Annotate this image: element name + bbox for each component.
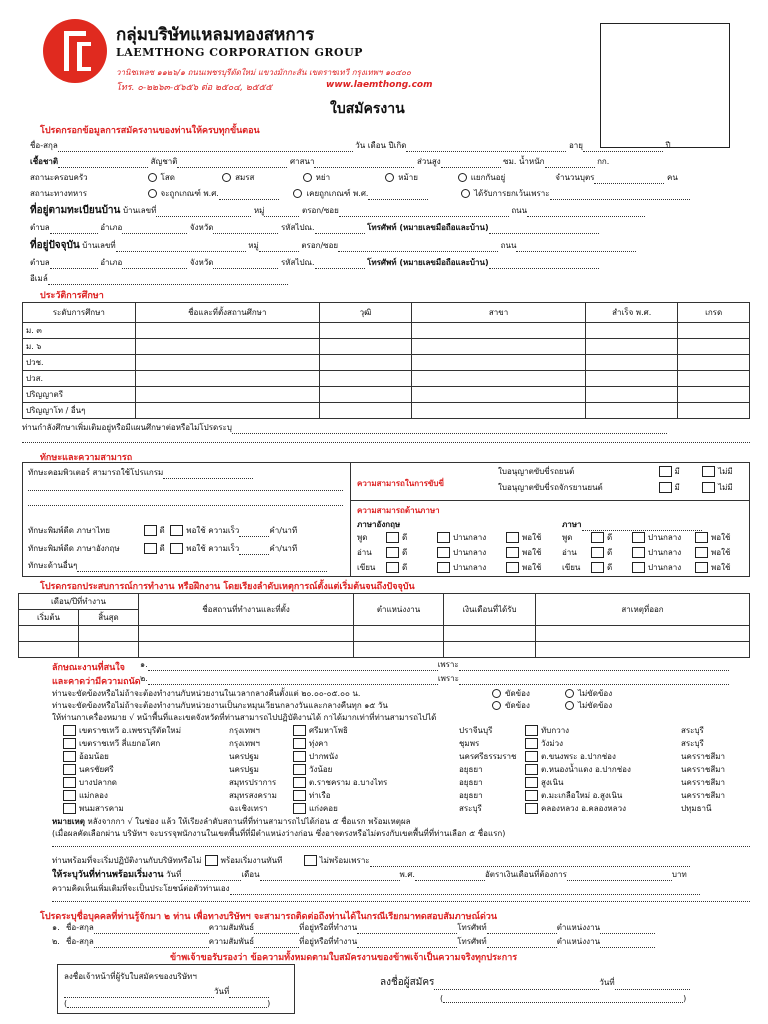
rotating-shift-no[interactable] [565, 701, 574, 710]
area-province: นครปฐม [229, 752, 259, 761]
area-province: อยุธยา [459, 778, 483, 787]
area-province: ฉะเชิงเทรา [229, 804, 268, 813]
area-name: วังม่วง [541, 739, 564, 748]
area-checkbox[interactable] [525, 777, 538, 788]
applicant-sign-row: ลงชื่อผู้สมัคร วันที่ [380, 975, 690, 990]
area-checkbox[interactable] [63, 803, 76, 814]
cur-province[interactable] [213, 260, 278, 269]
area-name: เขตราชเทวี สี่แยกอโศก [79, 739, 161, 748]
photo-box[interactable] [600, 23, 730, 148]
area-checkbox[interactable] [525, 803, 538, 814]
area-province: อยุธยา [459, 791, 483, 800]
row-further-study: ท่านกำลังศึกษาเพิ่มเติมอยู่หรือมีแผนศึกษาต่อหรือไม่โปรดระบุ [22, 422, 667, 434]
ol-write-medium[interactable] [632, 562, 645, 573]
area-province: ชุมพร [459, 739, 480, 748]
extra-row: ความคิดเห็นเพิ่มเติมที่จะเป็นประโยชน์ต่อตัวท่านเอง [52, 883, 700, 895]
ref-2-workplace[interactable] [357, 939, 457, 948]
list-item [522, 751, 725, 763]
area-province: สระบุรี [459, 804, 482, 813]
table-row[interactable]: ม. ๓ [23, 323, 750, 339]
area-province: กรุงเทพฯ [229, 739, 260, 748]
area-checkbox[interactable] [63, 790, 76, 801]
other-lang-row: ภาษา [562, 518, 702, 531]
list-item [60, 790, 277, 802]
list-item [522, 803, 711, 815]
start-month[interactable] [260, 872, 400, 881]
english-label: ภาษาอังกฤษ [357, 520, 401, 529]
row-marital: สถานะครอบครัว โสด สมรส หย่า หม้าย แยกกันอยู่ จำนวนบุตร คน [30, 173, 678, 182]
other-skill-field[interactable] [77, 563, 327, 572]
work-header-end: สิ้นสุด [79, 610, 139, 626]
list-item [522, 764, 725, 776]
list-item [290, 777, 483, 789]
row-race: เชื้อชาติ สัญชาติ ศาสนา ส่วนสูง ซม. น้ำหนัก กก. [30, 157, 610, 166]
typing-thai-row: ทักษะพิมพ์ดีด ภาษาไทย ดี พอใช้ ความเร็ว คำ/นาที [28, 526, 298, 535]
area-name: สูงเนิน [541, 778, 564, 787]
en-read-medium[interactable] [437, 547, 450, 558]
work-header-start: เริ่มต้น [19, 610, 79, 626]
cur-tambon[interactable] [50, 260, 98, 269]
ref-1-position[interactable] [600, 925, 655, 934]
en-speak-medium[interactable] [437, 532, 450, 543]
officer-box: ลงชื่อเจ้าหน้าที่ผู้รับใบสมัครของบริษัทฯ วันที่ ( ) [57, 964, 295, 1014]
military-future-year[interactable] [219, 191, 279, 200]
not-ready-checkbox[interactable] [304, 855, 317, 866]
area-name: ศรีมหาโพธิ [309, 726, 348, 735]
ref-2-row: ๒. ชื่อ-สกุล ความสัมพันธ์ ที่อยู่หรือที่ทำงาน โทรศัพท์ ตำแหน่งงาน [52, 936, 655, 948]
age-field[interactable] [583, 143, 663, 152]
row-email: อีเมล์ [30, 273, 288, 285]
en-write-fair[interactable] [506, 562, 519, 573]
expected-salary[interactable] [567, 872, 672, 881]
cur-postcode[interactable] [315, 260, 365, 269]
edu-header-school: ชื่อและที่ตั้งสถานศึกษา [135, 303, 319, 323]
area-name: ต.มะเกลือใหม่ อ.สูงเนิน [541, 791, 623, 800]
car-license-no[interactable] [702, 466, 715, 477]
company-name-en: LAEMTHONG CORPORATION GROUP [116, 46, 363, 59]
religion-field[interactable] [314, 159, 414, 168]
education-table [22, 302, 750, 419]
area-name: ต.หนองน้ำแดง อ.ปากช่อง [541, 765, 631, 774]
ol-read-good[interactable] [591, 547, 604, 558]
officer-signature[interactable] [64, 989, 214, 998]
edu-header-year: สำเร็จ พ.ศ. [586, 303, 678, 323]
military-past-year[interactable] [368, 191, 428, 200]
en-write-row: เขียน ดี ปานกลาง พอใช้ [357, 563, 542, 572]
ol-write-row: เขียน ดี ปานกลาง พอใช้ [562, 563, 731, 572]
en-write-good[interactable] [386, 562, 399, 573]
row-name: ชื่อ-สกุล วัน เดือน ปีเกิด อายุ ปี [30, 141, 671, 150]
name-field[interactable] [58, 143, 353, 152]
marital-single-radio[interactable] [148, 173, 157, 182]
area-name: อ้อมน้อย [79, 752, 109, 761]
ref-1-phone[interactable] [487, 925, 557, 934]
company-website: www.laemthong.com [326, 80, 433, 90]
cur-house-no[interactable] [116, 243, 246, 252]
ol-speak-row: พูด ดี ปานกลาง พอใช้ [562, 533, 731, 542]
area-name: คลองหลวง อ.คลองหลวง [541, 804, 626, 813]
night-shift-row: ท่านจะขัดข้องหรือไม่ถ้าจะต้องทำงานกับหน่วยงานในเวลากลางคืนตั้งแต่ ๒๐.๐๐-๐๕.๐๐ น. ขัดข้อง ไม่ขัดข้อง [52, 689, 613, 698]
email-field[interactable] [48, 276, 288, 285]
list-item [290, 751, 516, 763]
area-name: ต.ขนงพระ อ.ปากช่อง [541, 752, 616, 761]
officer-name[interactable] [67, 999, 267, 1008]
ref-1-name[interactable] [94, 925, 209, 934]
list-item [60, 751, 259, 763]
area-name: เขตราชเทวี อ.เพชรบุรีตัดใหม่ [79, 726, 181, 735]
night-shift-yes[interactable] [492, 689, 501, 698]
typing-en-speed[interactable] [239, 546, 269, 555]
area-name: ท่าเรือ [309, 791, 331, 800]
list-item [290, 790, 483, 802]
interest-1-field[interactable] [148, 662, 438, 671]
rotating-shift-yes[interactable] [492, 701, 501, 710]
height-field[interactable] [441, 159, 501, 168]
note-row-2: (เมื่อผลคัดเลือกผ่าน บริษัทฯ จะบรรจุพนักงานในเขตพื้นที่ที่มีตำแหน่งว่างก่อน ซึ่งอาจตรงหรือไม่ตรงกับเขตพื้นที่ที่ท่านเลือก ๕ ชื่อแรก) [52, 829, 506, 838]
cur-road[interactable] [516, 243, 636, 252]
start-now-checkbox[interactable] [205, 855, 218, 866]
reg-soi[interactable] [339, 208, 509, 217]
area-checkbox[interactable] [525, 751, 538, 762]
certify-statement: ข้าพเจ้าขอรับรองว่า ข้อความทั้งหมดตามใบสมัครงานของข้าพเจ้าเป็นความจริงทุกประการ [170, 953, 518, 963]
area-province: สมุทรปราการ [229, 778, 277, 787]
company-address: วานิชเพลซ ๑๑๒๖/๑ ถนนเพชรบุรีตัดใหม่ แขวงมักกะสัน เขตราชเทวี กรุงเทพฯ ๑๐๔๐๐ [116, 68, 411, 77]
reg-tambon[interactable] [50, 225, 98, 234]
interest-2-field[interactable] [148, 676, 438, 685]
marital-divorced-radio[interactable] [303, 173, 312, 182]
start-day[interactable] [181, 872, 241, 881]
area-province: สระบุรี [681, 739, 704, 748]
applicant-name[interactable] [443, 994, 683, 1003]
list-item [522, 777, 725, 789]
list-item [60, 777, 276, 789]
reg-moo[interactable] [264, 208, 299, 217]
area-name: วังน้อย [309, 765, 333, 774]
car-license-yes[interactable] [659, 466, 672, 477]
area-name: ต.ราชคราม อ.บางไทร [309, 778, 388, 787]
area-checkbox[interactable] [293, 790, 306, 801]
ol-speak-medium[interactable] [632, 532, 645, 543]
reg-province[interactable] [213, 225, 278, 234]
ref-2-relation[interactable] [254, 939, 299, 948]
other-skill-row: ทักษะด้านอื่นๆ [28, 560, 327, 572]
computer-skill-field[interactable] [163, 470, 253, 479]
area-checkbox[interactable] [63, 751, 76, 762]
en-speak-fair[interactable] [506, 532, 519, 543]
area-name: พนมสารคาม [79, 804, 124, 813]
area-checkbox[interactable] [63, 738, 76, 749]
area-province: นครราชสีมา [681, 765, 725, 774]
en-read-fair[interactable] [506, 547, 519, 558]
reg-amphoe[interactable] [122, 225, 187, 234]
marital-separated-radio[interactable] [458, 173, 467, 182]
applicant-name-row: ( ) [440, 994, 687, 1003]
company-phone: โทร. ๐-๒๒๖๓-๕๖๕๖ ต่อ ๒๕๐๔, ๒๕๕๕ [116, 83, 273, 93]
ref-2-name[interactable] [94, 939, 209, 948]
note-row: หมายเหตุ หลังจากกา √ ในช่อง แล้ว ให้เรียงลำดับสถานที่ที่ท่านสามารถไปได้ก่อน ๕ ชื่อแรก พร้อมเหตุผล [52, 817, 411, 826]
ol-write-good[interactable] [591, 562, 604, 573]
moto-license-no[interactable] [702, 482, 715, 493]
work-table [18, 593, 750, 658]
cur-amphoe[interactable] [122, 260, 187, 269]
area-name: แม่กลอง [79, 791, 108, 800]
typing-en-fair[interactable] [170, 543, 183, 554]
work-header-company: ชื่อสถานที่ทำงานและที่ตั้ง [139, 594, 354, 626]
area-name: ทุ่งคา [309, 739, 329, 748]
reg-postcode[interactable] [315, 225, 365, 234]
military-future-radio[interactable] [148, 189, 157, 198]
table-row[interactable]: ม. ๖ [23, 339, 750, 355]
interest-2-row: ๒. เพราะ [140, 673, 729, 685]
weight-field[interactable] [545, 159, 595, 168]
area-checkbox[interactable] [525, 725, 538, 736]
edu-header-degree: วุฒิ [319, 303, 411, 323]
en-speak-row: พูด ดี ปานกลาง พอใช้ [357, 533, 542, 542]
computer-skill-row: ทักษะคอมพิวเตอร์ สามารถใช้โปรแกรม [28, 467, 253, 479]
area-checkbox[interactable] [525, 738, 538, 749]
work-heading: โปรดกรอกประสบการณ์การทำงาน หรือฝึกงาน โดยเรียงลำดับเหตุการณ์ตั้งแต่เริ่มต้นจนถึงปัจจุบัน [40, 582, 415, 592]
moto-license-yes[interactable] [659, 482, 672, 493]
job-interest-heading: ลักษณะงานที่สนใจ [52, 663, 125, 673]
work-header-salary: เงินเดือนที่ได้รับ [444, 594, 536, 626]
en-read-row: อ่าน ดี ปานกลาง พอใช้ [357, 548, 542, 557]
start-date-row: ให้ระบุวันที่ท่านพร้อมเริ่มงาน วันที่ เดือน พ.ศ. อัตราเงินเดือนที่ต้องการ บาท [52, 870, 687, 880]
en-read-good[interactable] [386, 547, 399, 558]
typing-en-row: ทักษะพิมพ์ดีด ภาษาอังกฤษ ดี พอใช้ ความเร็ว คำ/นาที [28, 544, 298, 553]
list-item [290, 738, 479, 750]
race-field[interactable] [58, 159, 148, 168]
typing-thai-good[interactable] [144, 525, 157, 536]
other-lang-field[interactable] [582, 522, 702, 531]
list-item [60, 725, 260, 737]
start-ready-row: ท่านพร้อมที่จะเริ่มปฏิบัติงานกับบริษัทหรือไม่ พร้อมเริ่มงานทันที ไม่พร้อมเพราะ [52, 855, 690, 867]
list-item [522, 738, 704, 750]
table-row[interactable]: ปวช. [23, 355, 750, 371]
area-checkbox[interactable] [525, 764, 538, 775]
row-cur-address: ที่อยู่ปัจจุบัน บ้านเลขที่ หมู่ ตรอก/ซอย ถนน [30, 240, 636, 252]
list-item [290, 725, 492, 737]
military-exempt-radio[interactable] [461, 189, 470, 198]
night-shift-no[interactable] [565, 689, 574, 698]
birthdate-field[interactable] [406, 143, 566, 152]
officer-date[interactable] [229, 989, 269, 998]
form-title: ใบสมัครงาน [330, 101, 405, 117]
area-province: นครราชสีมา [681, 791, 725, 800]
ol-speak-fair[interactable] [695, 532, 708, 543]
reg-house-no[interactable] [156, 208, 251, 217]
interest-1-row: ๑. เพราะ [140, 659, 729, 671]
nationality-field[interactable] [177, 159, 287, 168]
ol-write-fair[interactable] [695, 562, 708, 573]
area-province: ปทุมธานี [681, 804, 712, 813]
row-reg-area: ตำบล อำเภอ จังหวัด รหัสไปณ. โทรศัพท์ (หมายเลขมือถือและบ้าน) [30, 222, 599, 234]
military-exempt-reason[interactable] [550, 191, 690, 200]
ref-2-position[interactable] [600, 939, 655, 948]
instructions-heading: โปรดกรอกข้อมูลการสมัครงานของท่านให้ครบทุกขั้นตอน [40, 126, 260, 136]
area-checkbox[interactable] [63, 764, 76, 775]
list-item [60, 738, 260, 750]
applicant-signature[interactable] [434, 981, 599, 990]
area-checkbox[interactable] [63, 725, 76, 736]
work-header-position: ตำแหน่งงาน [354, 594, 444, 626]
driving-heading: ความสามารถในการขับขี่ [357, 479, 444, 488]
list-item [290, 764, 483, 776]
cur-phone[interactable] [489, 260, 599, 269]
table-row[interactable] [19, 642, 750, 658]
extra-field[interactable] [230, 886, 700, 895]
list-item [60, 803, 268, 815]
edu-header-major: สาขา [412, 303, 586, 323]
typing-thai-fair[interactable] [170, 525, 183, 536]
area-name: ปากพนัง [309, 752, 339, 761]
work-header-reason: สาเหตุที่ออก [536, 594, 750, 626]
area-checkbox[interactable] [525, 790, 538, 801]
area-name: นครชัยศรี [79, 765, 114, 774]
company-logo [42, 18, 108, 84]
aptitude-heading: และคาดว่ามีความถนัด [52, 677, 141, 687]
interest-2-reason[interactable] [459, 676, 729, 685]
children-field[interactable] [594, 175, 664, 184]
ol-read-row: อ่าน ดี ปานกลาง พอใช้ [562, 548, 731, 557]
en-speak-good[interactable] [386, 532, 399, 543]
ref-1-workplace[interactable] [357, 925, 457, 934]
marital-widowed-radio[interactable] [385, 173, 394, 182]
area-province: นครศรีธรรมราช [459, 752, 517, 761]
ref-1-relation[interactable] [254, 925, 299, 934]
work-header-period: เดือน/ปีที่ทำงาน [19, 594, 139, 610]
car-license-row: ใบอนุญาตขับขี่รถยนต์ มี ไม่มี [498, 467, 733, 476]
area-checkbox[interactable] [293, 725, 306, 736]
en-write-medium[interactable] [437, 562, 450, 573]
area-question: ให้ท่านกาเครื่องหมาย √ หน้าพื้นที่และเขตจังหวัดที่ท่านสามารถไปปฏิบัติงานได้ กาได้มากเท่าที่ท่านสามารถไปได้ [52, 713, 437, 722]
area-name: แก่งคอย [309, 804, 338, 813]
cur-soi[interactable] [338, 243, 498, 252]
ol-read-medium[interactable] [632, 547, 645, 558]
reg-phone[interactable] [489, 225, 599, 234]
area-province: สระบุรี [681, 726, 704, 735]
company-name-thai: กลุ่มบริษัทแหลมทองสหการ [116, 25, 315, 45]
row-cur-area: ตำบล อำเภอ จังหวัด รหัสไปณ. โทรศัพท์ (หมายเลขมือถือและบ้าน) [30, 257, 599, 269]
further-study-field[interactable] [232, 425, 667, 434]
table-row[interactable]: ปริญญาตรี [23, 387, 750, 403]
area-checkbox[interactable] [293, 738, 306, 749]
moto-license-row: ใบอนุญาตขับขี่รถจักรยานยนต์ มี ไม่มี [498, 483, 733, 492]
row-military: สถานะทางทหาร จะถูกเกณฑ์ พ.ศ. เคยถูกเกณฑ์ พ.ศ. ได้รับการยกเว้นเพราะ [30, 188, 690, 200]
list-item [522, 725, 704, 737]
row-reg-address: ที่อยู่ตามทะเบียนบ้าน บ้านเลขที่ หมู่ ตรอก/ซอย ถนน [30, 205, 645, 217]
area-province: นครราชสีมา [681, 778, 725, 787]
area-checkbox[interactable] [293, 777, 306, 788]
area-checkbox[interactable] [293, 803, 306, 814]
ol-read-fair[interactable] [695, 547, 708, 558]
area-province: อยุธยา [459, 765, 483, 774]
area-name: บางปลากด [79, 778, 117, 787]
table-row[interactable] [19, 626, 750, 642]
ref-1-row: ๑. ชื่อ-สกุล ความสัมพันธ์ ที่อยู่หรือที่ทำงาน โทรศัพท์ ตำแหน่งงาน [52, 922, 655, 934]
skills-heading: ทักษะและความสามารถ [40, 453, 133, 463]
area-province: สมุทรสงคราม [229, 791, 277, 800]
list-item [290, 803, 482, 815]
language-heading: ความสามารถด้านภาษา [357, 506, 440, 515]
interest-1-reason[interactable] [459, 662, 729, 671]
typing-en-good[interactable] [144, 543, 157, 554]
edu-header-grade: เกรด [678, 303, 750, 323]
table-row[interactable]: ปริญญาโท / อื่นๆ [23, 403, 750, 419]
edu-header-level: ระดับการศึกษา [23, 303, 136, 323]
cur-moo[interactable] [259, 243, 299, 252]
list-item [60, 764, 259, 776]
area-checkbox[interactable] [293, 751, 306, 762]
area-checkbox[interactable] [293, 764, 306, 775]
area-name: ทับกวาง [541, 726, 570, 735]
area-province: นครปฐม [229, 765, 259, 774]
applicant-date[interactable] [615, 981, 690, 990]
marital-married-radio[interactable] [222, 173, 231, 182]
ref-2-phone[interactable] [487, 939, 557, 948]
not-ready-reason[interactable] [370, 858, 690, 867]
area-province: นครราชสีมา [681, 752, 725, 761]
military-past-radio[interactable] [293, 189, 302, 198]
references-heading: โปรดระบุชื่อบุคคลที่ท่านรู้จักมา ๒ ท่าน เพื่อทางบริษัทฯ จะสามารถติดต่อถึงท่านได้ในกรณีเรียกมาทดสอบสัมภาษณ์ด่วน [40, 912, 498, 922]
education-heading: ประวัติการศึกษา [40, 291, 104, 301]
reg-road[interactable] [527, 208, 645, 217]
area-checkbox[interactable] [63, 777, 76, 788]
table-row[interactable]: ปวส. [23, 371, 750, 387]
area-province: ปราจีนบุรี [459, 726, 493, 735]
ol-speak-good[interactable] [591, 532, 604, 543]
area-province: กรุงเทพฯ [229, 726, 260, 735]
typing-thai-speed[interactable] [239, 528, 269, 537]
start-year[interactable] [415, 872, 485, 881]
rotating-shift-row: ท่านจะขัดข้องหรือไม่ถ้าจะต้องทำงานกับหน่วยงานเป็นกะหมุนเวียนกลางวันและกลางคืนทุก ๑๕ วัน ขัดข้อง ไม่ขัดข้อง [52, 701, 613, 710]
list-item [522, 790, 725, 802]
